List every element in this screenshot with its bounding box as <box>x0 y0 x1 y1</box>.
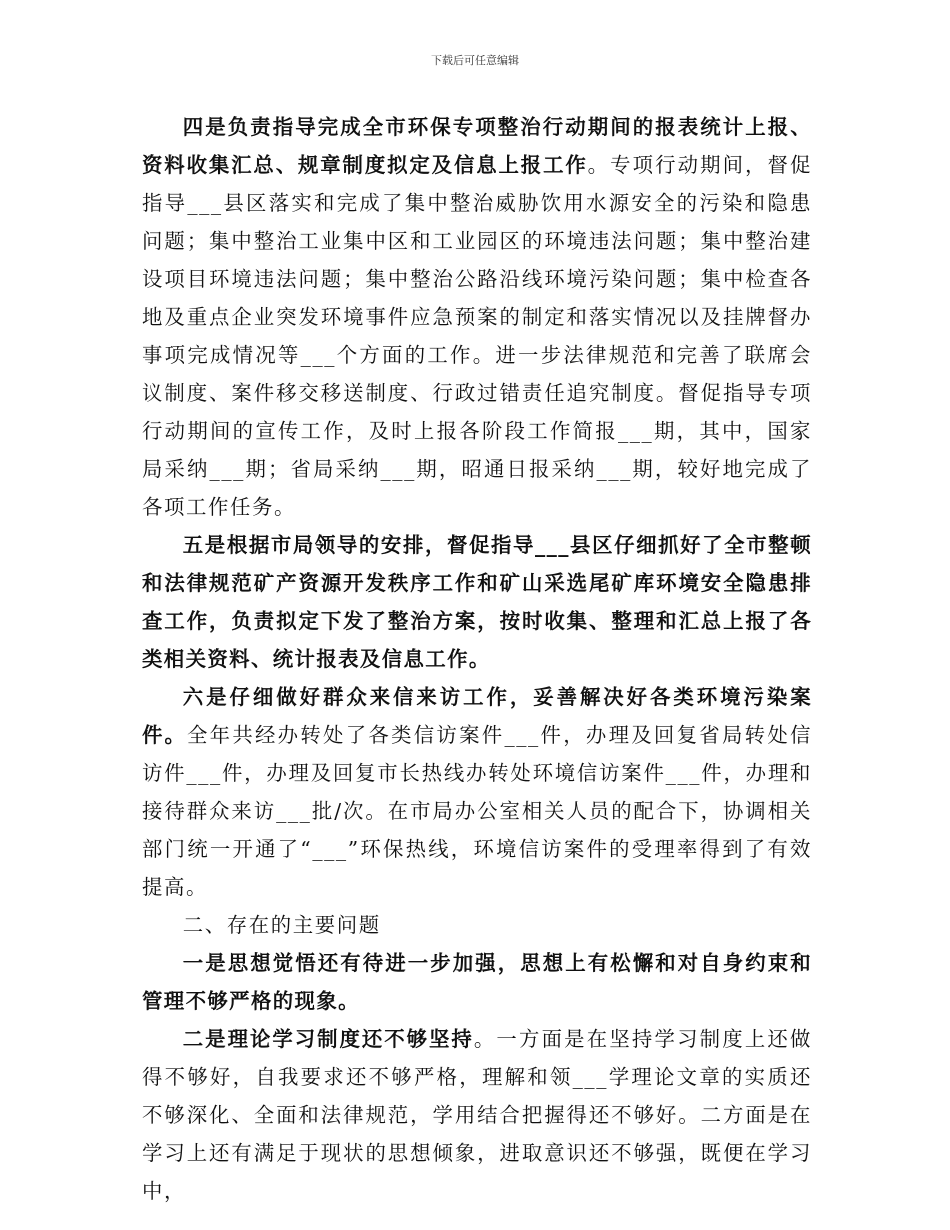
paragraph-lead: 一是思想觉悟还有待进一步加强，思想上有松懈和对自身约束和管理不够严格的现象。 <box>142 951 812 1013</box>
paragraph-lead: 六是仔细做好群众来信来访工作，妥善解决好各类环境污染案件。 <box>142 685 812 747</box>
paragraph-6 <box>142 678 812 906</box>
paragraph-text: 全年共经办转处了各类信访案件___件，办理及回复省局转处信访件___件，办理及回复市长热线办转处环境信访案件___件，办理和接待群众来访___批/次。在市局办公室相关人员的配合下，协调相关部门统一开通了“___”环保热线，环境信访案件的受理率得到了有效提高。 <box>142 723 812 899</box>
document-body <box>142 108 812 1210</box>
paragraph-lead: 四是负责指导完成全市环保专项整治行动期间的报表统计上报、资料收集汇总、规章制度拟定及信息上报工作 <box>142 115 812 177</box>
page-header: 下载后可任意编辑 <box>431 54 519 67</box>
paragraph-lead: 五是根据市局领导的安排，督促指导___县区仔细抓好了全市整顿和法律规范矿产资源开发秩序工作和矿山采选尾矿库环境安全隐患排查工作，负责拟定下发了整治方案，按时收集、整理和汇总上报了各类相关资料、统计报表及信息工作。 <box>142 533 812 671</box>
section-heading <box>142 906 812 944</box>
section-heading-text: 二、存在的主要问题 <box>182 913 381 937</box>
problem-2 <box>142 1020 812 1210</box>
paragraph-text: 。专项行动期间，督促指导___县区落实和完成了集中整治威胁饮用水源安全的污染和隐患问题；集中整治工业集中区和工业园区的环境违法问题；集中整治建设项目环境违法问题；集中整治公路沿线环境污染问题；集中检查各地及重点企业突发环境事件应急预案的制定和落实情况以及挂牌督办事项完成情况等___个方面的工作。进一步法律规范和完善了联席会议制度、案件移交移送制度、行政过错责任追究制度。督促指导专项行动期间的宣传工作，及时上报各阶段工作简报___期，其中，国家局采纳___期；省局采纳___期，昭通日报采纳___期，较好地完成了各项工作任务。 <box>142 153 813 519</box>
paragraph-lead: 二是理论学习制度还不够坚持 <box>182 1027 474 1051</box>
paragraph-5 <box>142 526 812 678</box>
problem-1 <box>142 944 812 1020</box>
paragraph-4 <box>142 108 812 526</box>
paragraph-text: 。一方面是在坚持学习制度上还做得不够好，自我要求还不够严格，理解和领___学理论文章的实质还不够深化、全面和法律规范，学用结合把握得还不够好。二方面是在学习上还有满足于现状的思想倾象，进取意识还不够强，既便在学习中， <box>142 1027 812 1203</box>
